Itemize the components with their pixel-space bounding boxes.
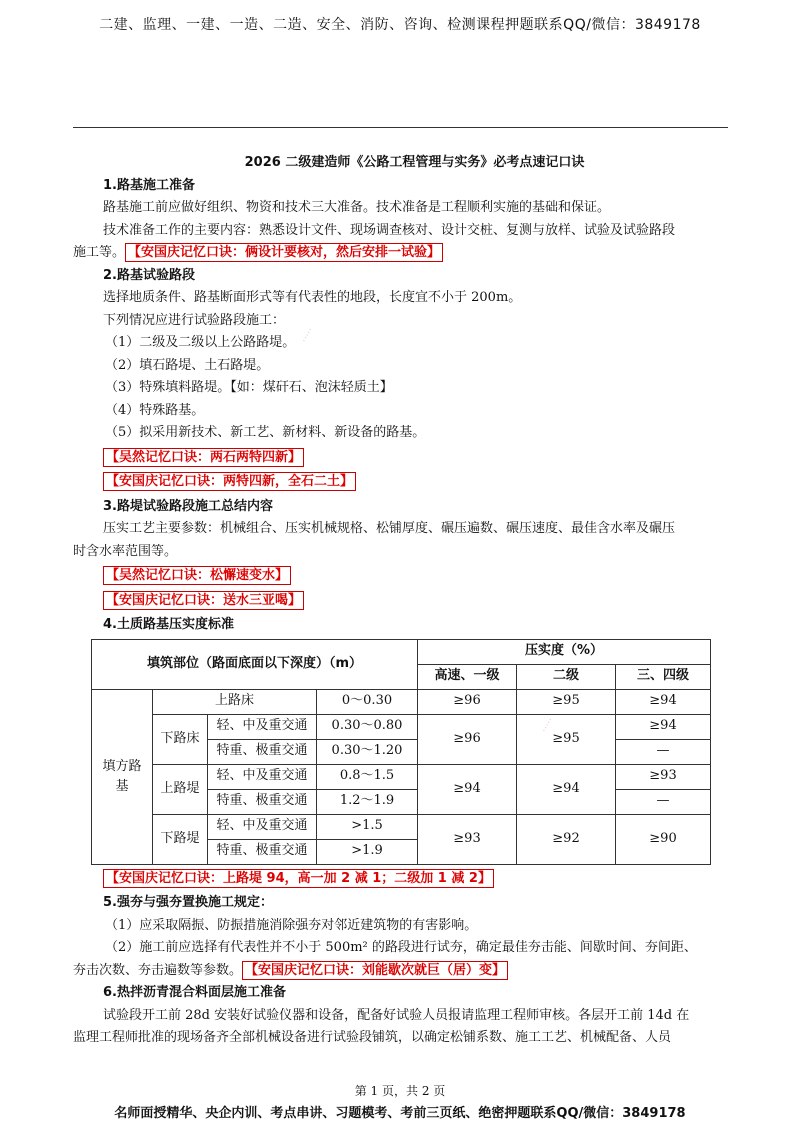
paragraph <box>73 960 728 983</box>
paragraph: 试验段开工前 28d 安装好试验仪器和设备，配备好试验人员报请监理工程师审核。各层开工前 14d 在 <box>103 1007 690 1023</box>
list-item: （4）特殊路基。 <box>105 402 205 418</box>
list-item: （2）施工前应选择有代表性并不小于 500m² 的路段进行试夯，确定最佳夯击能、间歇时间、夯间距、 <box>105 940 697 955</box>
section-heading: 1.路基施工准备 <box>103 177 195 193</box>
paragraph-cont: 夯击次数、夯击遍数等参数。 <box>73 962 243 978</box>
table-cell: ≥94 <box>616 714 711 739</box>
table-cell: >1.9 <box>317 839 418 864</box>
table-cell: ≥94 <box>517 764 616 814</box>
table-cell: ≥92 <box>517 814 616 864</box>
paragraph-cont: 监理工程师批准的现场备齐全部机械设备进行试验段铺筑，以确定松铺系数、施工工艺、机械配备、人员 <box>73 1030 672 1045</box>
page-number: 第 1 页，共 2 页 <box>354 1084 446 1098</box>
table-cell: 轻、中及重交通 <box>208 814 317 839</box>
list-item: （3）特殊填料路堤。【如：煤矸石、泡沫轻质土】 <box>105 380 393 395</box>
list-item: （1）二级及二级以上公路路堤。 <box>105 335 296 350</box>
table-cell: 0.30～1.20 <box>317 739 418 764</box>
table-cell: 轻、中及重交通 <box>208 714 317 739</box>
table-header-grade3: 三、四级 <box>616 664 711 689</box>
table-cell: 特重、极重交通 <box>208 839 317 864</box>
list-item: （5）拟采用新技术、新工艺、新材料、新设备的路基。 <box>105 425 426 440</box>
paragraph: 下列情况应进行试验路段施工： <box>103 312 286 328</box>
header-rule <box>73 127 728 128</box>
table-cell: 特重、极重交通 <box>208 789 317 814</box>
mnemonic-box: 【吴然记忆口诀：松懈速变水】 <box>103 566 291 585</box>
list-item: （2）填石路堤、土石路堤。 <box>105 357 270 373</box>
table-header-grade1: 高速、一级 <box>418 664 517 689</box>
doc-title: 2026 二级建造师《公路工程管理与实务》必考点速记口诀 <box>244 155 585 170</box>
watermark: ····· <box>539 715 557 736</box>
mnemonic-box: 【安国庆记忆口诀：送水三亚喝】 <box>103 591 304 610</box>
mnemonic-box: 【吴然记忆口诀：两石两特四新】 <box>103 448 304 467</box>
table-cell: 上路床 <box>153 689 317 714</box>
table-cell: 特重、极重交通 <box>208 739 317 764</box>
table-cell: 0.8～1.5 <box>317 764 418 789</box>
table-cell: 下路堤 <box>153 814 208 864</box>
table-cell: 下路床 <box>153 714 208 764</box>
paragraph: 技术准备工作的主要内容：熟悉设计文件、现场调查核对、设计交桩、复测与放样、试验及试验路段 <box>103 222 676 238</box>
compaction-table <box>91 639 711 865</box>
mnemonic-box: 【安国庆记忆口诀：上路堤 94，高一加 2 减 1；二级加 1 减 2】 <box>103 869 494 888</box>
paragraph: 压实工艺主要参数：机械组合、压实机械规格、松铺厚度、碾压遍数、碾压速度、最佳含水率及碾压 <box>103 521 676 536</box>
page-footer: 名师面授精华、央企内训、考点串讲、习题模考、考前三页纸、绝密押题联系QQ/微信：3849178 <box>114 1106 686 1121</box>
section-heading: 6.热拌沥青混合料面层施工准备 <box>103 985 286 1000</box>
table-header-fill: 填筑部位（路面底面以下深度）（m） <box>92 639 418 689</box>
table-header-compaction: 压实度（%） <box>418 639 711 664</box>
table-cell: ≥94 <box>418 764 517 814</box>
table-cell: — <box>616 739 711 764</box>
document-body <box>73 152 728 1050</box>
paragraph <box>73 242 728 265</box>
table-cell: ≥93 <box>418 814 517 864</box>
table-cell: ≥93 <box>616 764 711 789</box>
paragraph: 选择地质条件、路基断面形式等有代表性的地段，长度宜不小于 200m。 <box>103 290 522 305</box>
table-cell: 上路堤 <box>153 764 208 814</box>
section-heading: 5.强夯与强夯置换施工规定： <box>103 895 273 910</box>
table-cell: ≥95 <box>517 714 616 764</box>
table-cell: ≥96 <box>418 714 517 764</box>
mnemonic-box: 【安国庆记忆口诀：俩设计要核对，然后安排一试验】 <box>125 243 443 262</box>
table-cell: >1.5 <box>317 814 418 839</box>
table-cell: 1.2～1.9 <box>317 789 418 814</box>
table-group-label: 填方路基 <box>92 689 153 864</box>
paragraph: 路基施工前应做好组织、物资和技术三大准备。技术准备是工程顺利实施的基础和保证。 <box>103 200 611 215</box>
watermark: ····· <box>299 325 317 346</box>
table-header-grade2: 二级 <box>517 664 616 689</box>
section-heading: 2.路基试验路段 <box>103 267 195 283</box>
table-cell: 0～0.30 <box>317 689 418 714</box>
paragraph-cont: 施工等。 <box>73 245 126 260</box>
table-cell: ≥95 <box>517 689 616 714</box>
paragraph-cont: 时含水率范围等。 <box>73 543 178 559</box>
table-cell: 0.30～0.80 <box>317 714 418 739</box>
page-header: 二建、监理、一建、一造、二造、安全、消防、咨询、检测课程押题联系QQ/微信：3849178 <box>99 17 701 33</box>
section-heading: 3.路堤试验路段施工总结内容 <box>103 498 273 514</box>
section-heading: 4.土质路基压实度标准 <box>103 617 234 632</box>
table-cell: ≥94 <box>616 689 711 714</box>
table-cell: — <box>616 789 711 814</box>
list-item: （1）应采取隔振、防振措施消除强夯对邻近建筑物的有害影响。 <box>105 917 478 933</box>
mnemonic-box: 【安国庆记忆口诀：两特四新，全石二土】 <box>103 472 356 491</box>
mnemonic-box: 【安国庆记忆口诀：刘能歇次就巨（居）变】 <box>242 961 508 980</box>
table-cell: 轻、中及重交通 <box>208 764 317 789</box>
table-cell: ≥90 <box>616 814 711 864</box>
table-cell: ≥96 <box>418 689 517 714</box>
